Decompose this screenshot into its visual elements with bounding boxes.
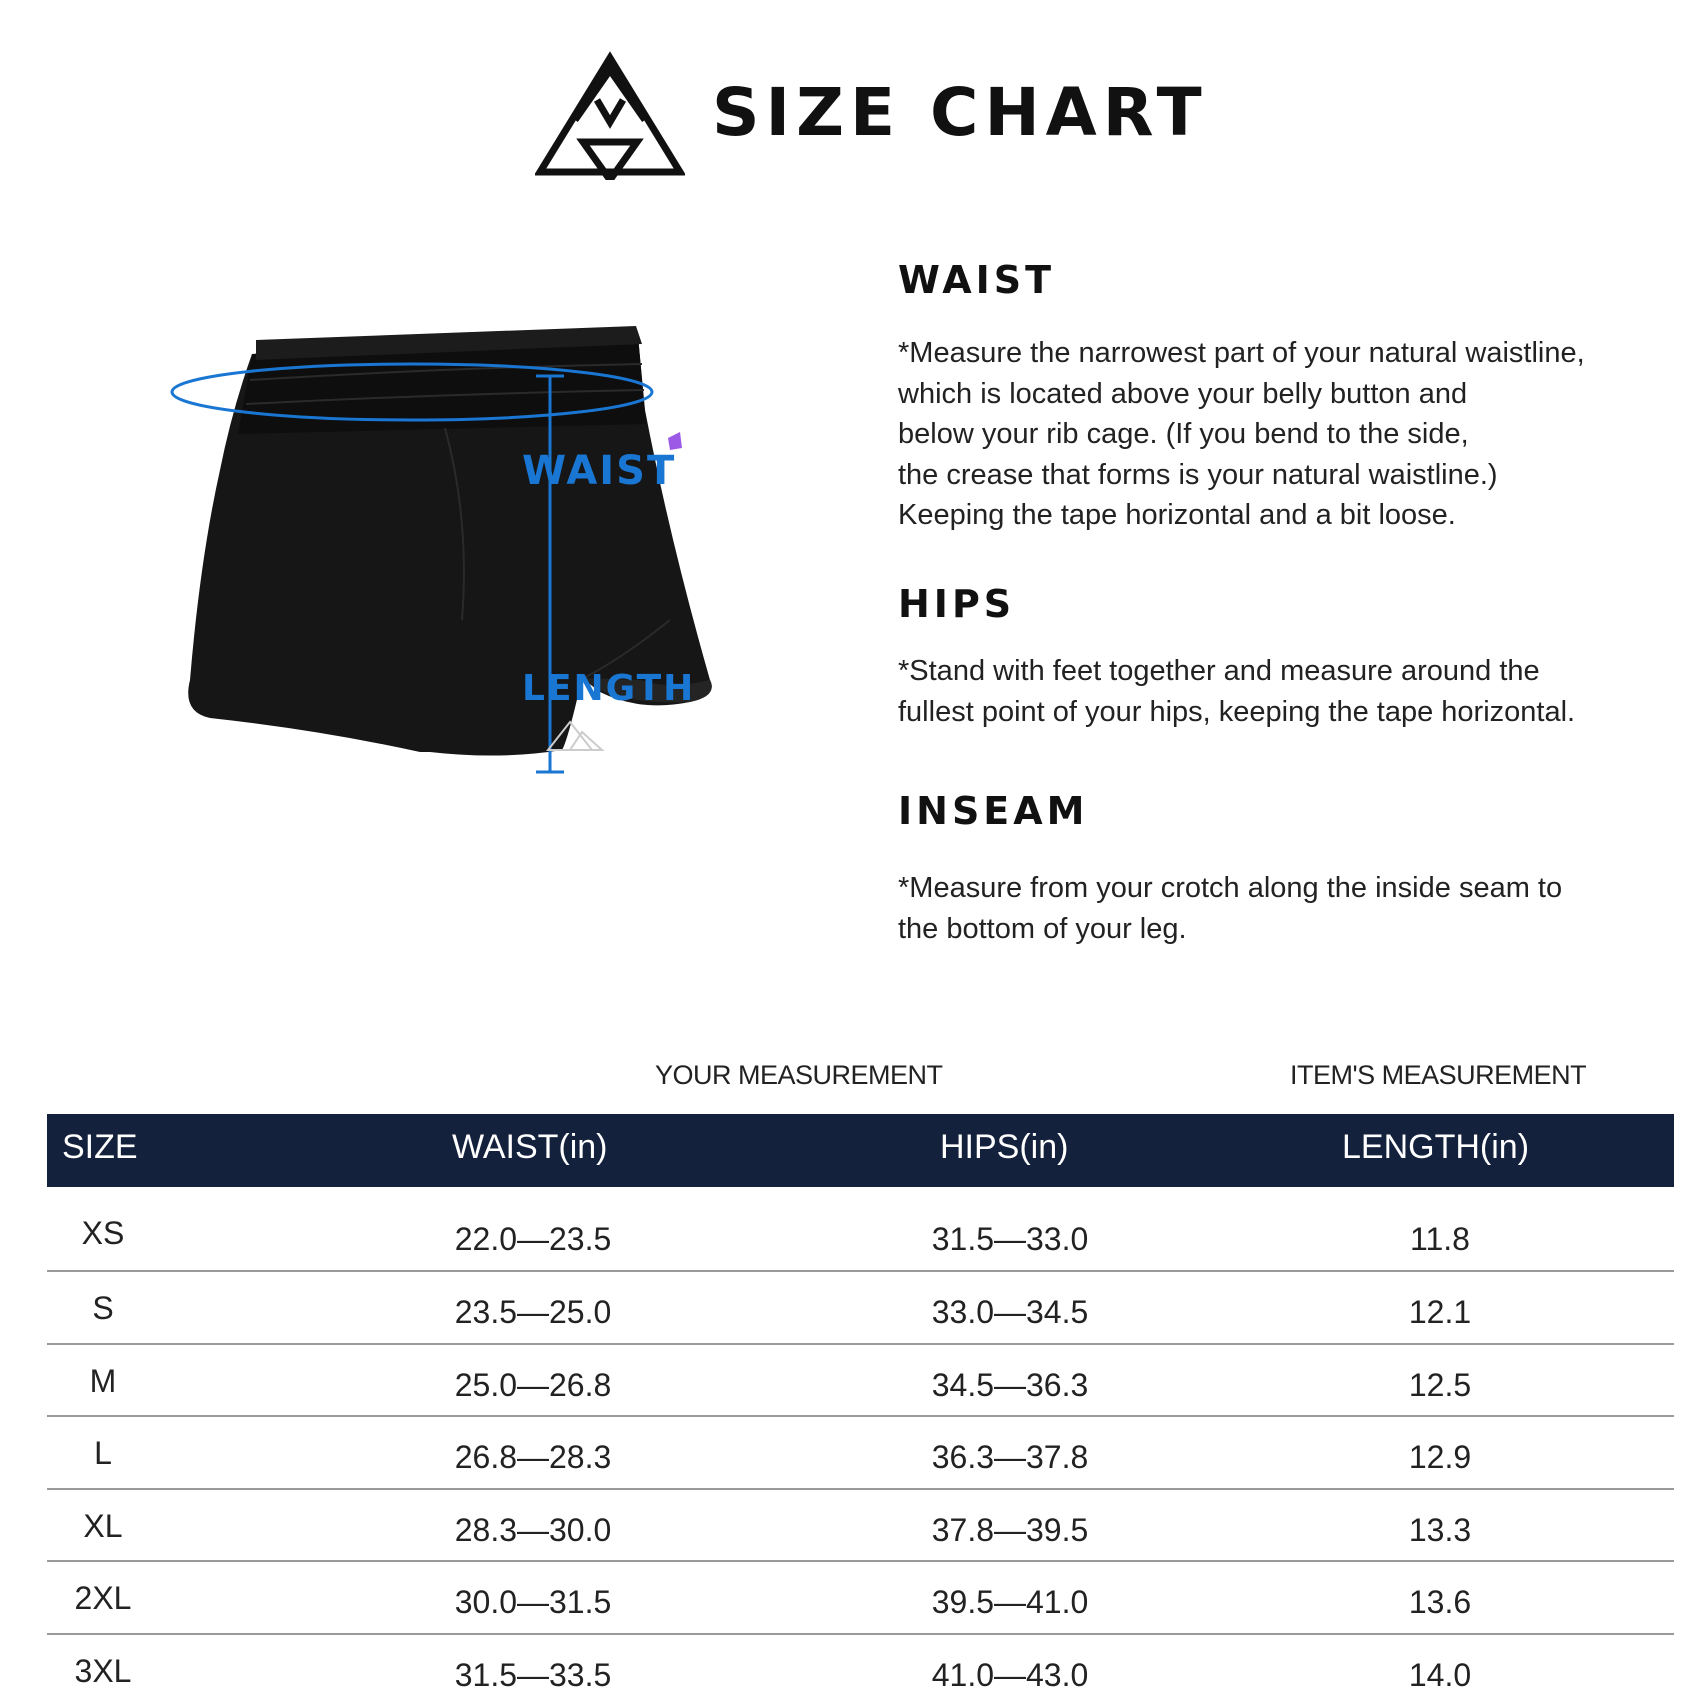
cell-hips: 31.5—33.0 (932, 1221, 1089, 1258)
table-row (47, 1417, 1674, 1490)
table-header (47, 1114, 1674, 1187)
size-table (47, 1114, 1674, 1705)
cell-length: 13.3 (1409, 1512, 1471, 1549)
cell-size: S (92, 1290, 113, 1327)
item-measurement-label: ITEM'S MEASUREMENT (1290, 1060, 1586, 1091)
cell-length: 12.1 (1409, 1294, 1471, 1331)
waist-measure-label: WAIST (522, 448, 676, 494)
cell-waist: 31.5—33.5 (455, 1657, 612, 1694)
shorts-image (170, 320, 770, 840)
cell-hips: 34.5—36.3 (932, 1367, 1089, 1404)
table-row (47, 1345, 1674, 1418)
your-measurement-label: YOUR MEASUREMENT (655, 1060, 943, 1091)
cell-hips: 39.5—41.0 (932, 1584, 1089, 1621)
cell-length: 14.0 (1409, 1657, 1471, 1694)
mountain-triangle-logo-icon (535, 50, 685, 180)
cell-length: 11.8 (1410, 1221, 1470, 1258)
cell-hips: 33.0—34.5 (932, 1294, 1089, 1331)
cell-waist: 22.0—23.5 (455, 1221, 612, 1258)
table-row (47, 1187, 1674, 1272)
table-row (47, 1635, 1674, 1705)
header (0, 40, 1700, 180)
cell-waist: 28.3—30.0 (455, 1512, 612, 1549)
table-body (47, 1187, 1674, 1705)
table-row (47, 1272, 1674, 1345)
cell-waist: 25.0—26.8 (455, 1367, 612, 1404)
cell-size: M (90, 1363, 117, 1400)
cell-length: 13.6 (1409, 1584, 1471, 1621)
cell-waist: 30.0—31.5 (455, 1584, 612, 1621)
cell-hips: 37.8—39.5 (932, 1512, 1089, 1549)
waist-instructions: *Measure the narrowest part of your natural waistline, which is located above your belly button and below your rib cage. (If you bend to the side, the crease that forms is your natural waistline.) Keeping the tape horizontal and a bit loose. (898, 333, 1698, 536)
hips-heading: HIPS (898, 582, 1688, 626)
table-row (47, 1562, 1674, 1635)
header-waist: WAIST(in) (452, 1128, 608, 1167)
cell-waist: 23.5—25.0 (455, 1294, 612, 1331)
cell-size: 2XL (75, 1580, 132, 1617)
table-row (47, 1490, 1674, 1563)
cell-size: XS (82, 1215, 125, 1252)
hips-instructions: *Stand with feet together and measure around the fullest point of your hips, keeping the tape horizontal. (898, 651, 1698, 732)
cell-hips: 41.0—43.0 (932, 1657, 1089, 1694)
header-size: SIZE (62, 1128, 138, 1167)
cell-length: 12.9 (1409, 1439, 1471, 1476)
cell-size: L (94, 1435, 112, 1472)
cell-hips: 36.3—37.8 (932, 1439, 1089, 1476)
cell-length: 12.5 (1409, 1367, 1471, 1404)
page-title: SIZE CHART (712, 74, 1208, 151)
header-length: LENGTH(in) (1342, 1128, 1529, 1167)
inseam-heading: INSEAM (898, 789, 1688, 833)
header-hips: HIPS(in) (940, 1128, 1068, 1167)
waist-heading: WAIST (898, 258, 1688, 302)
length-measure-label: LENGTH (522, 668, 695, 709)
cell-size: 3XL (75, 1653, 132, 1690)
cell-waist: 26.8—28.3 (455, 1439, 612, 1476)
inseam-instructions: *Measure from your crotch along the inside seam to the bottom of your leg. (898, 868, 1698, 949)
cell-size: XL (83, 1508, 122, 1545)
